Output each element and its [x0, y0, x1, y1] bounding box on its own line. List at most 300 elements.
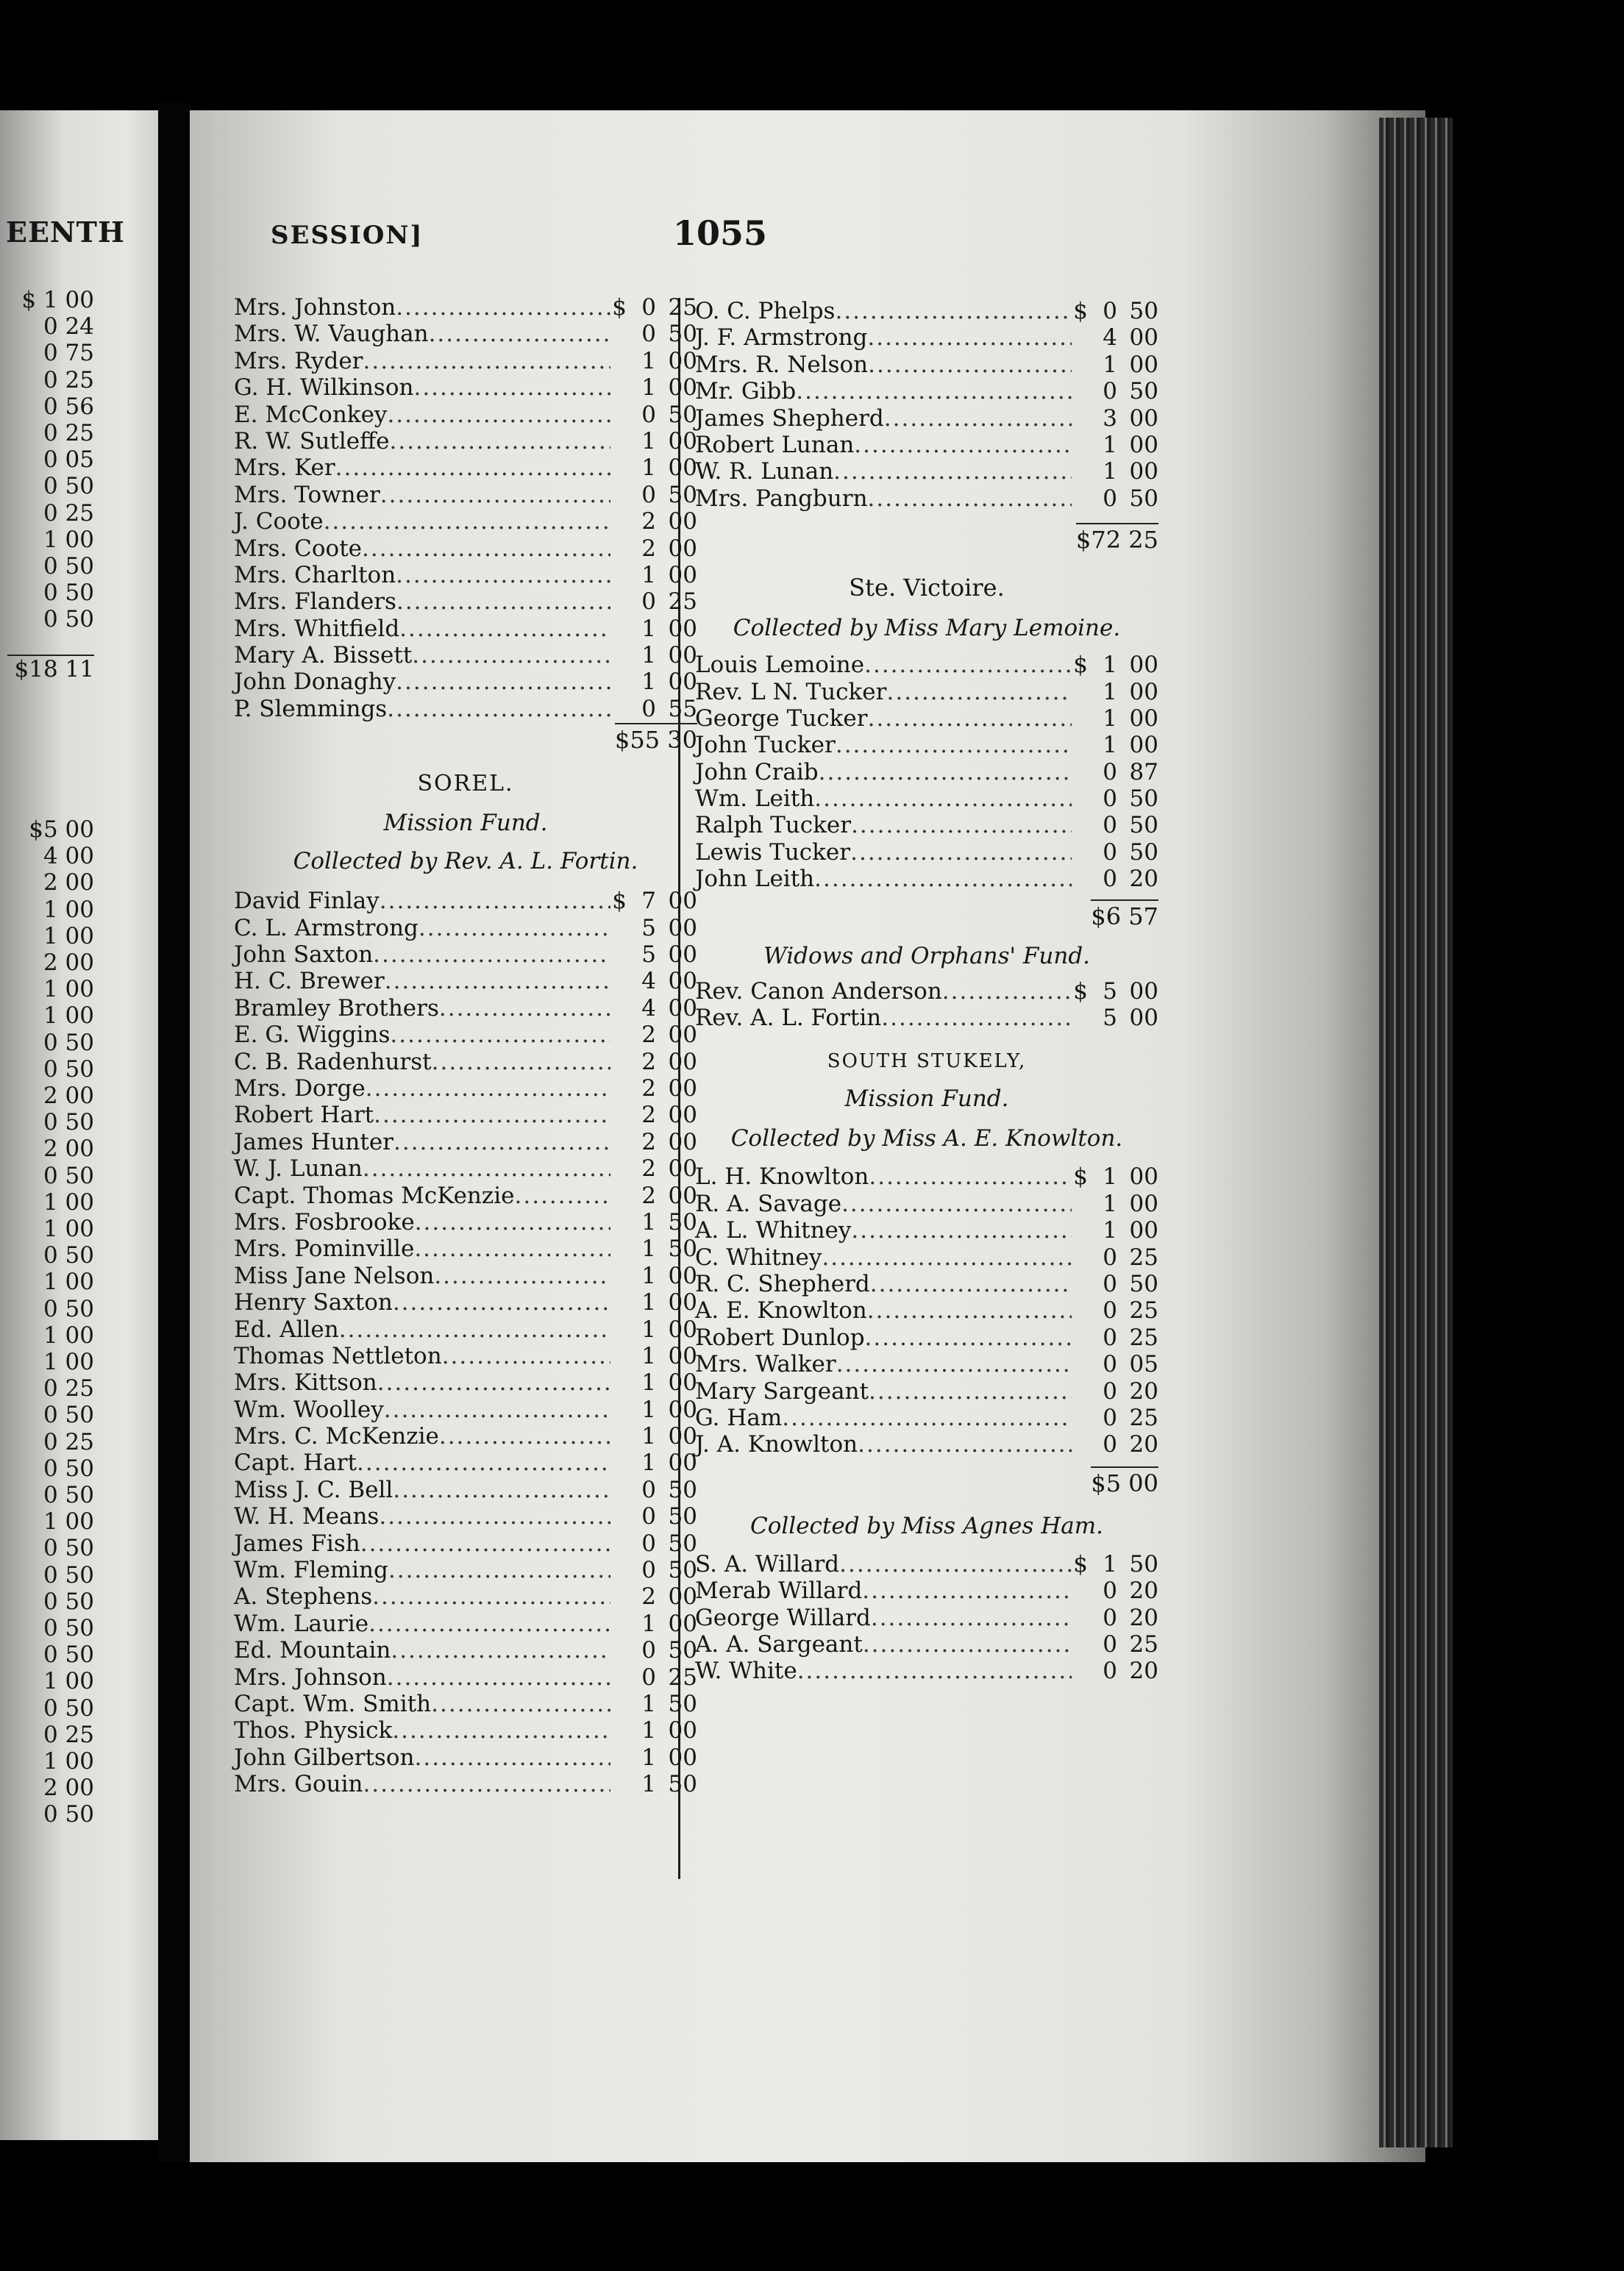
- amount-dollars: 0: [1103, 1351, 1117, 1378]
- list-block-a1: [234, 294, 697, 722]
- amount-cents: 00: [668, 1450, 697, 1477]
- amount-dollars: 0: [641, 1476, 656, 1503]
- list-item: [695, 1191, 1158, 1217]
- amount-dollars: 4: [641, 994, 656, 1022]
- amount-dollars: 1: [641, 1262, 656, 1289]
- leader-dots: [841, 1191, 1072, 1217]
- list-item: [234, 616, 697, 642]
- contributor-name: Capt. Thomas McKenzie: [234, 1182, 515, 1209]
- list-item: [234, 294, 697, 321]
- amount-dollars: 1: [1103, 652, 1117, 679]
- amount-value: 1 00: [43, 1216, 94, 1242]
- list-item: [234, 1289, 697, 1316]
- amount-dollars: 2: [641, 1048, 656, 1075]
- contributor-name: R. A. Savage: [695, 1190, 842, 1217]
- facing-page-amount: [7, 1296, 94, 1322]
- column-b: [695, 298, 1158, 1685]
- list-item: [695, 785, 1158, 812]
- facing-page-amount: [7, 527, 94, 553]
- contributor-name: Mrs. Ker: [234, 454, 335, 482]
- amount-cents: 00: [1129, 458, 1158, 485]
- amount-dollars: 0: [1103, 378, 1117, 405]
- amount-dollars: 1: [1103, 1550, 1117, 1577]
- list-item: [234, 1236, 697, 1262]
- list-item: [695, 705, 1158, 732]
- amount-value: 2 00: [43, 1136, 94, 1163]
- amount-dollars: 0: [1103, 1324, 1117, 1351]
- list-item: [234, 1316, 697, 1343]
- dollar-sign: $: [1073, 1163, 1088, 1191]
- amount-value: 1 00: [43, 1748, 94, 1775]
- amount-cents: 00: [668, 454, 697, 482]
- contributor-name: A. Stephens: [234, 1583, 373, 1611]
- amount-dollars: 2: [641, 1182, 656, 1209]
- list-item: [695, 679, 1158, 705]
- amount-value: 0 50: [43, 1615, 94, 1641]
- list-item: [234, 1664, 697, 1691]
- amount-dollars: 0: [1103, 1577, 1117, 1605]
- amount-cents: 00: [668, 374, 697, 402]
- contributor-name: Mrs. Dorge: [234, 1074, 366, 1102]
- leader-dots: [819, 759, 1072, 785]
- leader-dots: [363, 1155, 610, 1182]
- leader-dots: [368, 1611, 610, 1637]
- list-item: [234, 348, 697, 374]
- amount-value: $ 1 00: [21, 287, 94, 313]
- leader-dots: [363, 348, 611, 374]
- contributor-name: John Leith: [695, 866, 815, 893]
- leader-dots: [412, 642, 610, 669]
- facing-page-amount: [7, 340, 94, 366]
- amount-dollars: 2: [641, 1128, 656, 1155]
- list-item: [234, 535, 697, 562]
- list-item: [234, 1583, 697, 1610]
- amount-cents: 25: [1129, 1630, 1158, 1658]
- amount-cents: 50: [668, 401, 697, 428]
- amount-value: 0 50: [43, 1694, 94, 1722]
- list-item: [234, 1771, 697, 1797]
- amount-value: 0 50: [43, 1588, 94, 1615]
- leader-dots: [377, 1369, 610, 1396]
- amount-dollars: 0: [641, 481, 656, 508]
- total-b2: $6 57: [695, 899, 1158, 931]
- list-item: [234, 1049, 697, 1075]
- contributor-name: James Shepherd: [695, 404, 884, 432]
- leader-dots: [390, 428, 611, 454]
- leader-dots: [858, 1431, 1072, 1458]
- ham-collected: Collected by Miss Agnes Ham.: [749, 1512, 1104, 1539]
- facing-page-amount: [7, 949, 94, 976]
- leader-dots: [867, 1297, 1072, 1324]
- amount-dollars: 1: [641, 1423, 656, 1450]
- amount-dollars: 1: [641, 561, 656, 588]
- amount-cents: 00: [668, 669, 697, 696]
- contributor-name: P. Slemmings: [234, 695, 388, 722]
- ste-victoire-title: Ste. Victoire.: [849, 574, 1005, 602]
- contributor-name: Mrs. Johnston: [234, 294, 396, 321]
- amount-cents: 00: [668, 1423, 697, 1450]
- amount-cents: 00: [668, 1316, 697, 1343]
- leader-dots: [865, 1325, 1072, 1351]
- list-block-b5: [695, 1551, 1158, 1685]
- total-value: $18 11: [14, 656, 94, 682]
- contributor-name: Wm. Fleming: [234, 1557, 388, 1584]
- facing-page-amount: [7, 1695, 94, 1722]
- amount-dollars: 1: [1103, 351, 1117, 378]
- list-item: [234, 562, 697, 588]
- list-item: [695, 352, 1158, 378]
- contributor-name: Robert Lunan: [695, 431, 855, 458]
- amount-dollars: 2: [641, 1155, 656, 1183]
- facing-page-amount: [7, 287, 94, 313]
- facing-page-amount: [7, 1722, 94, 1748]
- leader-dots: [836, 1351, 1072, 1377]
- amount-cents: 00: [668, 347, 697, 374]
- contributor-name: John Craib: [695, 758, 819, 785]
- leader-dots: [372, 1583, 610, 1610]
- amount-dollars: 1: [641, 1208, 656, 1236]
- list-block-b2: [695, 652, 1158, 893]
- leader-dots: [362, 535, 610, 562]
- sorel-heading: SOREL.: [417, 771, 514, 797]
- leader-dots: [393, 1477, 610, 1503]
- list-item: [234, 1744, 697, 1771]
- leader-dots: [881, 1005, 1072, 1031]
- facing-page-amount: [7, 1189, 94, 1216]
- leader-dots: [357, 1450, 610, 1476]
- amount-dollars: 1: [641, 669, 656, 696]
- leader-dots: [869, 1163, 1072, 1190]
- contributor-name: George Willard: [695, 1604, 871, 1631]
- amount-value: 1 00: [43, 1002, 94, 1030]
- amount-cents: 20: [1129, 1658, 1158, 1685]
- amount-cents: 05: [1129, 1351, 1158, 1378]
- facing-page-amount: [7, 1748, 94, 1775]
- contributor-name: Thomas Nettleton: [234, 1342, 442, 1369]
- amount-value: 0 50: [43, 1482, 94, 1508]
- amount-cents: 20: [1129, 1377, 1158, 1405]
- leader-dots: [814, 785, 1072, 812]
- amount-dollars: 1: [1103, 705, 1117, 732]
- contributor-name: Miss Jane Nelson: [234, 1262, 435, 1289]
- amount-cents: 50: [1129, 378, 1158, 405]
- list-block-a2: [234, 888, 697, 1797]
- contributor-name: G. H. Wilkinson: [234, 374, 414, 402]
- list-item: [234, 915, 697, 941]
- facing-page-amount: [7, 1056, 94, 1083]
- list-item: [234, 1155, 697, 1182]
- amount-dollars: 1: [641, 1289, 656, 1316]
- contributor-name: Mrs. R. Nelson: [695, 351, 869, 378]
- contributor-name: Lewis Tucker: [695, 838, 851, 866]
- contributor-name: Thos. Physick: [234, 1717, 393, 1744]
- contributor-name: Mrs. Ryder: [234, 347, 363, 374]
- leader-dots: [414, 1236, 610, 1262]
- amount-cents: 00: [668, 508, 697, 535]
- amount-dollars: 1: [641, 1316, 656, 1343]
- amount-cents: 00: [668, 888, 697, 915]
- amount-value: 0 25: [43, 1721, 94, 1748]
- facing-page-amount: [7, 446, 94, 473]
- amount-cents: 50: [668, 1503, 697, 1530]
- amount-dollars: 0: [641, 1664, 656, 1691]
- list-item: [234, 1183, 697, 1209]
- facing-page-amount: [7, 1455, 94, 1482]
- list-item: [234, 1423, 697, 1450]
- widows-fund-heading: Widows and Orphans' Fund.: [763, 942, 1091, 969]
- amount-dollars: 0: [1103, 866, 1117, 893]
- leader-dots: [391, 1637, 610, 1664]
- list-item: [234, 941, 697, 968]
- contributor-name: Mrs. Fosbrooke: [234, 1208, 415, 1236]
- amount-cents: 25: [1129, 1297, 1158, 1325]
- amount-dollars: 1: [641, 1236, 656, 1263]
- leader-dots: [862, 1577, 1072, 1604]
- leader-dots: [396, 294, 610, 321]
- list-item: [234, 1691, 697, 1717]
- leader-dots: [324, 508, 610, 535]
- leader-dots: [363, 1771, 610, 1797]
- amount-cents: 00: [668, 1048, 697, 1075]
- stukely-collected: Collected by Miss A. E. Knowlton.: [730, 1125, 1123, 1152]
- amount-value: 0 50: [43, 1295, 94, 1322]
- contributor-name: A. L. Whitney: [695, 1217, 852, 1244]
- amount-cents: 00: [668, 1155, 697, 1183]
- list-item: [695, 839, 1158, 866]
- contributor-name: Miss J. C. Bell: [234, 1476, 393, 1503]
- amount-value: 1 00: [43, 1508, 94, 1536]
- amount-dollars: 2: [641, 1102, 656, 1129]
- contributor-name: E. McConkey: [234, 401, 388, 428]
- amount-cents: 50: [668, 1637, 697, 1664]
- facing-page-amount: [7, 1508, 94, 1535]
- amount-dollars: 0: [1103, 1431, 1117, 1458]
- amount-dollars: 0: [641, 1503, 656, 1530]
- contributor-name: Rev. L N. Tucker: [695, 678, 887, 705]
- leader-dots: [515, 1183, 611, 1209]
- leader-dots: [373, 941, 610, 968]
- list-item: [234, 374, 697, 401]
- page-edges: [1379, 118, 1453, 2147]
- amount-cents: 50: [668, 1208, 697, 1236]
- leader-dots: [854, 432, 1072, 458]
- contributor-name: Mrs. Charlton: [234, 561, 396, 588]
- amount-cents: 00: [1129, 324, 1158, 352]
- leader-dots: [833, 458, 1072, 485]
- facing-page-amount: [7, 1775, 94, 1801]
- list-item: [695, 1605, 1158, 1631]
- sorel-collected: Collected by Rev. A. L. Fortin.: [293, 848, 638, 875]
- leader-dots: [942, 978, 1072, 1005]
- amount-cents: 00: [668, 1182, 697, 1209]
- contributor-name: Mrs. Gouin: [234, 1771, 363, 1798]
- list-item: [695, 652, 1158, 678]
- list-item: [695, 458, 1158, 485]
- facing-page-amount: [7, 976, 94, 1002]
- dollar-sign: $: [1073, 298, 1088, 324]
- leader-dots: [871, 1605, 1072, 1631]
- list-item: [695, 866, 1158, 892]
- contributor-name: A. A. Sargeant: [695, 1630, 863, 1658]
- amount-value: $5 00: [29, 816, 94, 843]
- facing-page-amount: [7, 1109, 94, 1136]
- total-a1: $55 30: [234, 722, 697, 755]
- leader-dots: [380, 888, 610, 914]
- list-item: [234, 1343, 697, 1369]
- amount-cents: 50: [668, 1771, 697, 1798]
- list-item: [695, 1351, 1158, 1377]
- leader-dots: [839, 1551, 1072, 1577]
- amount-value: 1 00: [43, 1188, 94, 1216]
- contributor-name: Mrs. C. McKenzie: [234, 1423, 439, 1450]
- list-item: [234, 1129, 697, 1155]
- leader-dots: [868, 352, 1072, 378]
- amount-value: 2 00: [43, 949, 94, 976]
- amount-value: 0 25: [43, 1428, 94, 1455]
- list-block-b1: [695, 298, 1158, 512]
- contributor-name: John Saxton: [234, 941, 374, 969]
- amount-value: 0 05: [43, 446, 94, 474]
- list-item: [234, 1477, 697, 1503]
- column-a: [234, 294, 697, 1798]
- contributor-name: James Fish: [234, 1530, 360, 1557]
- list-item: [234, 968, 697, 994]
- leader-dots: [434, 1263, 610, 1289]
- list-item: [234, 1503, 697, 1530]
- list-item: [695, 1217, 1158, 1244]
- leader-dots: [431, 1691, 610, 1717]
- leader-dots: [387, 1664, 610, 1691]
- list-item: [695, 432, 1158, 458]
- facing-page-amount: [7, 1030, 94, 1056]
- list-item: [695, 1244, 1158, 1271]
- amount-dollars: 0: [1103, 298, 1117, 324]
- facing-page-amount: [7, 473, 94, 499]
- contributor-name: Mary A. Bissett: [234, 642, 413, 669]
- leader-dots: [796, 378, 1072, 404]
- leader-dots: [385, 968, 610, 994]
- list-item: [695, 1658, 1158, 1684]
- leader-dots: [396, 588, 610, 615]
- list-item: [695, 1577, 1158, 1604]
- contributor-name: C. L. Armstrong: [234, 914, 419, 941]
- amount-cents: 25: [1129, 1244, 1158, 1271]
- amount-value: 1 00: [43, 1668, 94, 1695]
- amount-value: 1 00: [43, 922, 94, 949]
- amount-cents: 00: [668, 642, 697, 669]
- leader-dots: [870, 1271, 1072, 1297]
- amount-cents: 50: [668, 1236, 697, 1263]
- amount-dollars: 1: [641, 347, 656, 374]
- amount-dollars: 1: [641, 1690, 656, 1717]
- facing-page-amount: [7, 393, 94, 420]
- facing-page-amount: [7, 1562, 94, 1589]
- leader-dots: [415, 1209, 610, 1236]
- contributor-name: J. Coote: [234, 508, 324, 535]
- contributor-name: Robert Dunlop: [695, 1324, 865, 1351]
- amount-value: 0 50: [43, 1455, 94, 1482]
- amount-cents: 00: [1129, 1217, 1158, 1244]
- facing-page-amount: [7, 1216, 94, 1242]
- contributor-name: Ed. Allen: [234, 1316, 339, 1343]
- list-block-b4: [695, 1163, 1158, 1458]
- contributor-name: John Donaghy: [234, 669, 396, 696]
- list-item: [234, 482, 697, 508]
- amount-cents: 00: [668, 1369, 697, 1397]
- leader-dots: [442, 1343, 610, 1369]
- amount-cents: 00: [1129, 678, 1158, 705]
- amount-value: 0 25: [43, 1375, 94, 1402]
- facing-page-amount: [7, 580, 94, 606]
- contributor-name: O. C. Phelps: [695, 298, 836, 324]
- book-gutter: [158, 103, 191, 2162]
- list-item: [234, 642, 697, 669]
- amount-value: 0 50: [43, 1641, 94, 1669]
- total-b1: $72 25: [695, 522, 1158, 555]
- leader-dots: [439, 1423, 610, 1450]
- facing-page-amount: [7, 1402, 94, 1428]
- leader-dots: [850, 839, 1072, 866]
- leader-dots: [782, 1405, 1072, 1431]
- leader-dots: [399, 616, 610, 642]
- amount-value: 0 50: [43, 1109, 94, 1136]
- amount-dollars: 1: [641, 615, 656, 642]
- amount-cents: 50: [668, 481, 697, 508]
- amount-dollars: 0: [641, 1530, 656, 1557]
- amount-value: 0 25: [43, 420, 94, 446]
- amount-dollars: 0: [1103, 1377, 1117, 1405]
- amount-cents: 00: [1129, 404, 1158, 432]
- contributor-name: Mrs. Pominville: [234, 1236, 415, 1263]
- leader-dots: [814, 866, 1072, 892]
- amount-value: 0 25: [43, 366, 94, 393]
- amount-cents: 50: [1129, 298, 1158, 324]
- contributor-name: Capt. Hart: [234, 1450, 357, 1477]
- amount-dollars: 1: [1103, 1217, 1117, 1244]
- stukely-fund: Mission Fund.: [844, 1085, 1009, 1113]
- total-b4: $5 00: [695, 1466, 1158, 1498]
- amount-dollars: 0: [641, 401, 656, 428]
- amount-cents: 25: [1129, 1324, 1158, 1351]
- facing-page-amount: [7, 1641, 94, 1668]
- contributor-name: John Tucker: [695, 732, 836, 759]
- leader-dots: [339, 1316, 610, 1343]
- amount-value: 1 00: [43, 1322, 94, 1349]
- amount-cents: 00: [1129, 705, 1158, 732]
- amount-cents: 50: [1129, 838, 1158, 866]
- amount-cents: 00: [668, 535, 697, 562]
- facing-page-amount: [7, 553, 94, 580]
- amount-value: 2 00: [43, 1775, 94, 1802]
- amount-value: 1 00: [43, 526, 94, 553]
- amount-value: 0 75: [43, 340, 94, 367]
- amount-dollars: 2: [641, 1074, 656, 1102]
- list-item: [234, 454, 697, 481]
- leader-dots: [388, 1557, 610, 1583]
- list-item: [234, 428, 697, 454]
- list-item: [234, 995, 697, 1022]
- amount-cents: 50: [1129, 485, 1158, 512]
- amount-dollars: 2: [641, 1022, 656, 1049]
- facing-page-amount: [7, 313, 94, 340]
- list-item: [695, 1297, 1158, 1324]
- list-item: [234, 1075, 697, 1102]
- list-item: [695, 1271, 1158, 1297]
- list-item: [695, 1378, 1158, 1405]
- contributor-name: J. A. Knowlton: [695, 1431, 858, 1458]
- list-item: [234, 1263, 697, 1289]
- amount-cents: 00: [1129, 1163, 1158, 1191]
